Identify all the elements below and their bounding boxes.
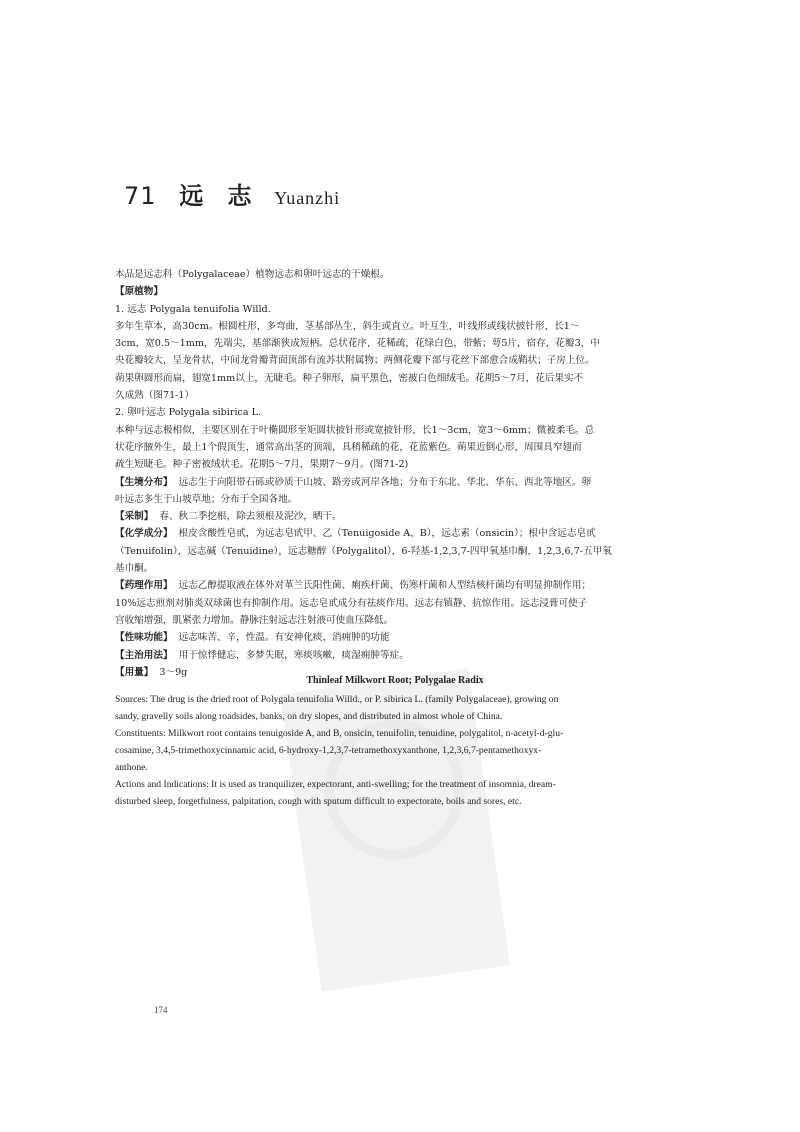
body-line: 蒴果卵圆形而扁，翅宽1mm以上，无睫毛。种子卵形，扁平黑色，密被白色细绒毛。花期5～7月，花后果实不 bbox=[115, 372, 584, 384]
body-line bbox=[115, 508, 655, 525]
body-line: 基巾酮。 bbox=[115, 563, 154, 575]
body-line bbox=[115, 647, 655, 664]
section-tag: 【化学成分】 bbox=[115, 528, 173, 540]
body-line bbox=[115, 577, 655, 594]
english-title: Thinleaf Milkwort Root; Polygalae Radix bbox=[306, 675, 484, 686]
english-line: Constituents: Milkwort root contains tenuigoside A, and B, onsicin, tenuifolin, tenuidine, polygalitol, n-acetyl-d-glu- bbox=[115, 728, 564, 739]
body-line bbox=[115, 629, 655, 646]
body-line: 状花序腋外生，最上1个假顶生，通常高出茎的顶端，具稍稀疏的花，花蓝紫色。蒴果近倒心形，周围具窄翅而 bbox=[115, 441, 582, 453]
body-line: 疏生短睫毛。种子密被绒状毛。花期5～7月，果期7～9月。(图71-2) bbox=[115, 459, 409, 471]
section-text: 远志味苦、辛，性温。有安神化痰，消痈肿的功能 bbox=[178, 632, 390, 644]
section-heading: 【原植物】 bbox=[115, 286, 163, 298]
body-line: 3cm，宽0.5～1mm，先端尖，基部渐狭成短柄。总状花序，花稀疏，花绿白色，带紫；萼5片，宿存，花瓣3，中 bbox=[115, 338, 600, 350]
section-tag: 【性味功能】 bbox=[115, 632, 173, 644]
body-line: 本品是远志科（Polygalaceae）植物远志和卵叶远志的干燥根。 bbox=[115, 269, 390, 280]
section-tag: 【生境分布】 bbox=[115, 476, 173, 488]
body-line: 央花瓣较大，呈龙骨状，中间龙骨瓣背面顶部有流苏状附属物；两侧花瓣下部与花丝下部愈合成鞘状；子房上位。 bbox=[115, 355, 595, 367]
english-line: Sources: The drug is the dried root of Polygala tenuifolia Willd., or P. sibirica L. (family Polygalaceae), growing on bbox=[115, 694, 559, 705]
section-tag: 【药理作用】 bbox=[115, 580, 173, 592]
body-line: （Tenuifolin），远志碱（Tenuidine），远志糖醇（Polygalitol），6-羟基-1,2,3,7-四甲氧基巾酮，1,2,3,6,7-五甲氧 bbox=[115, 545, 612, 557]
body-line: 2. 卵叶远志 Polygala sibirica L. bbox=[115, 407, 262, 419]
english-line: cosamine, 3,4,5-trimethoxycinnamic acid, 6-hydroxy-1,2,3,7-tetramethoxyxanthone, 1,2,3,6,7-pentamethoxyx- bbox=[115, 745, 542, 756]
section-text: 远志生于向阳带石砾或砂质干山坡、路旁或河岸各地；分布于东北、华北、华东、西北等地区。卵 bbox=[178, 476, 592, 488]
body-line: 宫收缩增强，肌紧张力增加。静脉注射远志注射液可使血压降低。 bbox=[115, 614, 394, 626]
entry-title bbox=[124, 176, 340, 211]
section-text: 用于惊悸健忘，多梦失眠，寒痰咳嗽，痰湿痈肿等症。 bbox=[178, 649, 409, 661]
english-line: sandy, gravelly soils along roadsides, banks, on dry slopes, and distributed in almost whole of China. bbox=[115, 711, 503, 722]
section-text: 春、秋二季挖根，除去须根及泥沙，晒干。 bbox=[159, 511, 342, 523]
english-line: Actions and Indications: It is used as tranquilizer, expectorant, anti-swelling; for the treatment of insomnia, dream- bbox=[115, 779, 556, 790]
page-number: 174 bbox=[154, 1005, 168, 1015]
body-line: 10%远志煎剂对肺炎双球菌也有抑制作用。远志皂甙成分有祛痰作用。远志有镇静、抗惊作用。远志浸膏可使子 bbox=[115, 597, 588, 609]
section-tag: 【主治用法】 bbox=[115, 649, 173, 661]
body-line bbox=[115, 474, 655, 491]
entry-number: 71 bbox=[124, 182, 157, 210]
section-tag: 【用量】 bbox=[115, 666, 154, 678]
section-text: 根皮含酸性皂甙，为远志皂甙甲、乙（Tenuigoside A、B），远志素（onsicin）；根中含远志皂甙 bbox=[178, 528, 596, 540]
section-tag: 【采制】 bbox=[115, 511, 154, 523]
body-line: 久成熟（图71-1） bbox=[115, 390, 195, 402]
entry-title-chinese: 远 志 bbox=[179, 181, 260, 210]
body-line: 叶远志多生于山坡草地；分布于全国各地。 bbox=[115, 493, 298, 505]
english-body-text bbox=[115, 691, 675, 810]
english-line: disturbed sleep, forgetfulness, palpitation, cough with sputum difficult to expectorate, boils and sores, etc. bbox=[115, 796, 522, 807]
section-text: 远志乙醇提取液在体外对革兰氏阳性菌、痢疾杆菌、伤寒杆菌和人型结核杆菌均有明显抑制作用； bbox=[178, 580, 592, 592]
body-line bbox=[115, 525, 655, 542]
body-line: 1. 远志 Polygala tenuifolia Willd. bbox=[115, 303, 271, 315]
chinese-body-text bbox=[115, 266, 655, 681]
body-line: 本种与远志极相似，主要区别在于叶椭圆形至矩圆状披针形或宽披针形，长1～3cm，宽3～6mm；微被柔毛。总 bbox=[115, 424, 595, 436]
section-text: 3～9g bbox=[159, 666, 188, 678]
english-line: anthone. bbox=[115, 762, 148, 773]
body-line: 多年生草本，高30cm。根圆柱形，多弯曲，茎基部丛生，斜生或直立。叶互生，叶线形或线状披针形，长1～ bbox=[115, 320, 580, 332]
english-summary bbox=[115, 672, 675, 810]
entry-title-pinyin: Yuanzhi bbox=[274, 188, 341, 208]
